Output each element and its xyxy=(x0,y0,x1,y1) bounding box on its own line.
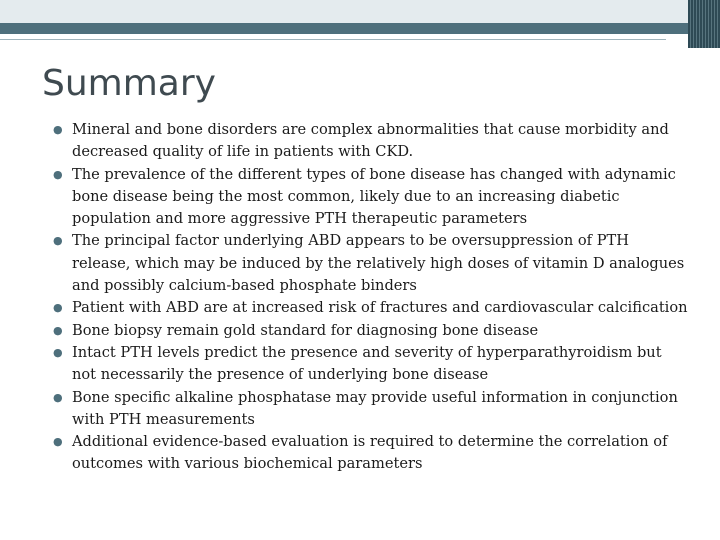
bullet-text: Patient with ABD are at increased risk of fractures and cardiovascular calcification xyxy=(72,299,688,317)
corner-decoration xyxy=(688,0,720,48)
bullet-icon: ● xyxy=(53,345,63,359)
bullet-item xyxy=(53,431,688,476)
bullet-icon: ● xyxy=(53,123,63,136)
bullet-text: Bone specific alkaline phosphatase may provide useful information in conjunction with PTH measurements xyxy=(72,388,678,428)
header-accent-bar xyxy=(0,23,720,34)
bullet-icon: ● xyxy=(53,323,63,337)
bullet-icon: ● xyxy=(53,234,63,248)
bullet-item xyxy=(53,387,688,432)
bullet-list xyxy=(53,119,688,476)
bullet-item xyxy=(53,164,688,231)
bullet-text: Additional evidence-based evaluation is required to determine the correlation of outcomes with various biochemical parameters xyxy=(72,433,668,473)
bullet-text: The prevalence of the different types of bone disease has changed with adynamic bone disease being the most common, likely due to an increasing diabetic population and more aggressive PTH therapeutic parameters xyxy=(72,165,676,228)
bullet-item xyxy=(53,342,688,387)
bullet-text: The principal factor underlying ABD appears to be oversuppression of PTH release, which may be induced by the relatively high doses of vitamin D analogues and possibly calcium-based phosphate binders xyxy=(72,232,685,295)
bullet-icon: ● xyxy=(53,167,63,181)
bullet-icon: ● xyxy=(53,435,63,449)
bullet-icon: ● xyxy=(53,390,63,404)
slide-title: Summary xyxy=(42,63,216,104)
bullet-text: Bone biopsy remain gold standard for diagnosing bone disease xyxy=(72,321,539,339)
bullet-item xyxy=(53,119,688,164)
bullet-item xyxy=(53,297,688,319)
header-band xyxy=(0,0,720,23)
bullet-item xyxy=(53,320,688,342)
bullet-text: Intact PTH levels predict the presence and severity of hyperparathyroidism but not necessarily the presence of underlying bone disease xyxy=(72,343,662,384)
bullet-icon: ● xyxy=(53,301,63,315)
bullet-item xyxy=(53,230,688,297)
bullet-text: Mineral and bone disorders are complex abnormalities that cause morbidity and decreased quality of life in patients with CKD. xyxy=(72,121,669,161)
header-divider xyxy=(0,39,666,40)
